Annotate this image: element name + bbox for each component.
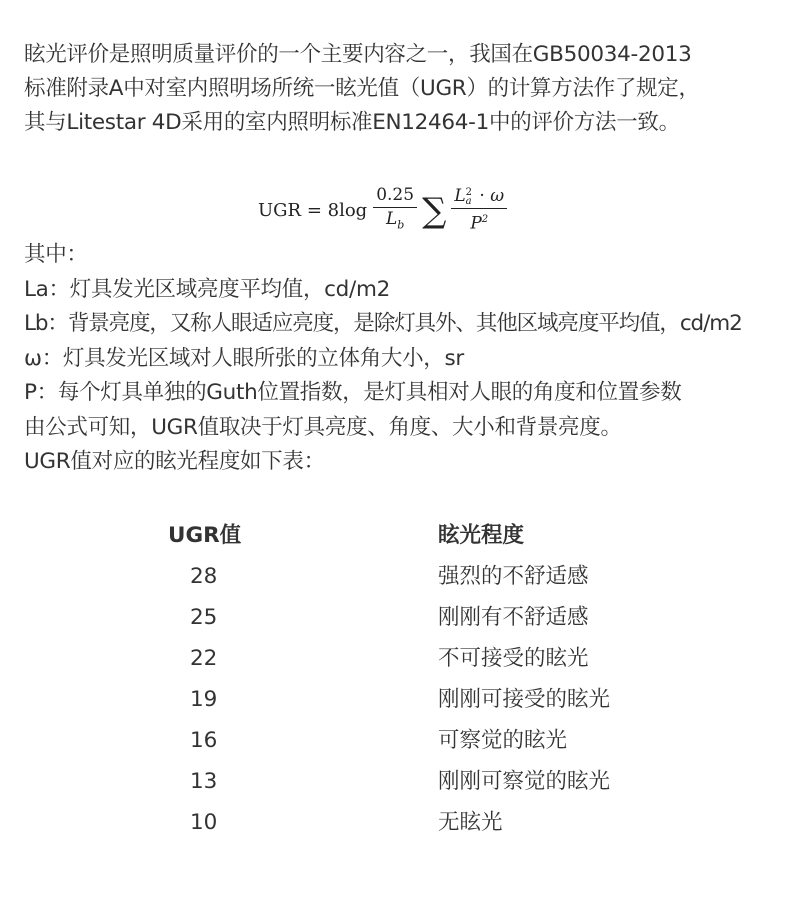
table-row (0, 761, 800, 802)
table-header-row (0, 515, 800, 556)
cell-ugr: 16 (190, 728, 218, 753)
formula-fraction-term (451, 186, 507, 234)
header-ugr: UGR值 (168, 523, 242, 548)
note-la: La：灯具发光区域亮度平均值，cd/m2 (24, 276, 390, 302)
intro-line: 眩光评价是照明质量评价的一个主要内容之一，我国在GB50034-2013 (24, 42, 692, 67)
ugr-glare-table (0, 515, 800, 843)
cell-glare-level: 可察觉的眩光 (438, 728, 568, 753)
header-glare-level: 眩光程度 (438, 523, 525, 548)
note-conclusion: 由公式可知，UGR值取决于灯具亮度、角度、大小和背景亮度。 (24, 414, 622, 440)
term-denominator: $P^2$ (470, 213, 489, 234)
cell-glare-level: 刚刚可接受的眩光 (438, 687, 611, 712)
note-lb: Lb：背景亮度，又称人眼适应亮度，是除灯具外、其他区域亮度平均值，cd/m2 (24, 311, 742, 336)
fraction-denominator: $L_b$ (385, 208, 405, 232)
table-row (0, 597, 800, 638)
formula-fraction-constant (373, 185, 417, 235)
cell-glare-level: 强烈的不舒适感 (438, 564, 589, 589)
table-row (0, 802, 800, 843)
cell-ugr: 28 (190, 564, 218, 589)
formula-lhs: UGR = 8log (258, 199, 368, 221)
cell-ugr: 13 (190, 769, 218, 794)
intro-line: 其与Litestar 4D采用的室内照明标准EN12464-1中的评价方法一致。 (24, 110, 680, 135)
intro-line: 标准附录A中对室内照明场所统一眩光值（UGR）的计算方法作了规定， (24, 76, 700, 101)
cell-ugr: 25 (190, 605, 218, 630)
cell-glare-level: 不可接受的眩光 (438, 646, 589, 671)
formula-notes (24, 238, 784, 480)
note-where: 其中： (24, 242, 88, 267)
cell-ugr: 10 (190, 810, 218, 835)
table-row (0, 679, 800, 720)
table-row (0, 638, 800, 679)
term-numerator: L 2 a · ω (451, 186, 507, 209)
cell-glare-level: 无眩光 (438, 810, 503, 835)
intro-paragraph (24, 38, 784, 140)
table-row (0, 720, 800, 761)
fraction-numerator: 0.25 (373, 185, 417, 208)
table-row (0, 556, 800, 597)
ugr-formula (258, 180, 509, 240)
cell-ugr: 19 (190, 687, 218, 712)
note-table-intro: UGR值对应的眩光程度如下表： (24, 449, 325, 474)
cell-ugr: 22 (190, 646, 218, 671)
note-omega: ω：灯具发光区域对人眼所张的立体角大小，sr (24, 345, 464, 371)
sum-symbol: ∑ (422, 191, 447, 231)
cell-glare-level: 刚刚可察觉的眩光 (438, 769, 611, 794)
cell-glare-level: 刚刚有不舒适感 (438, 605, 589, 630)
note-p: P：每个灯具单独的Guth位置指数，是灯具相对人眼的角度和位置参数 (24, 380, 682, 405)
